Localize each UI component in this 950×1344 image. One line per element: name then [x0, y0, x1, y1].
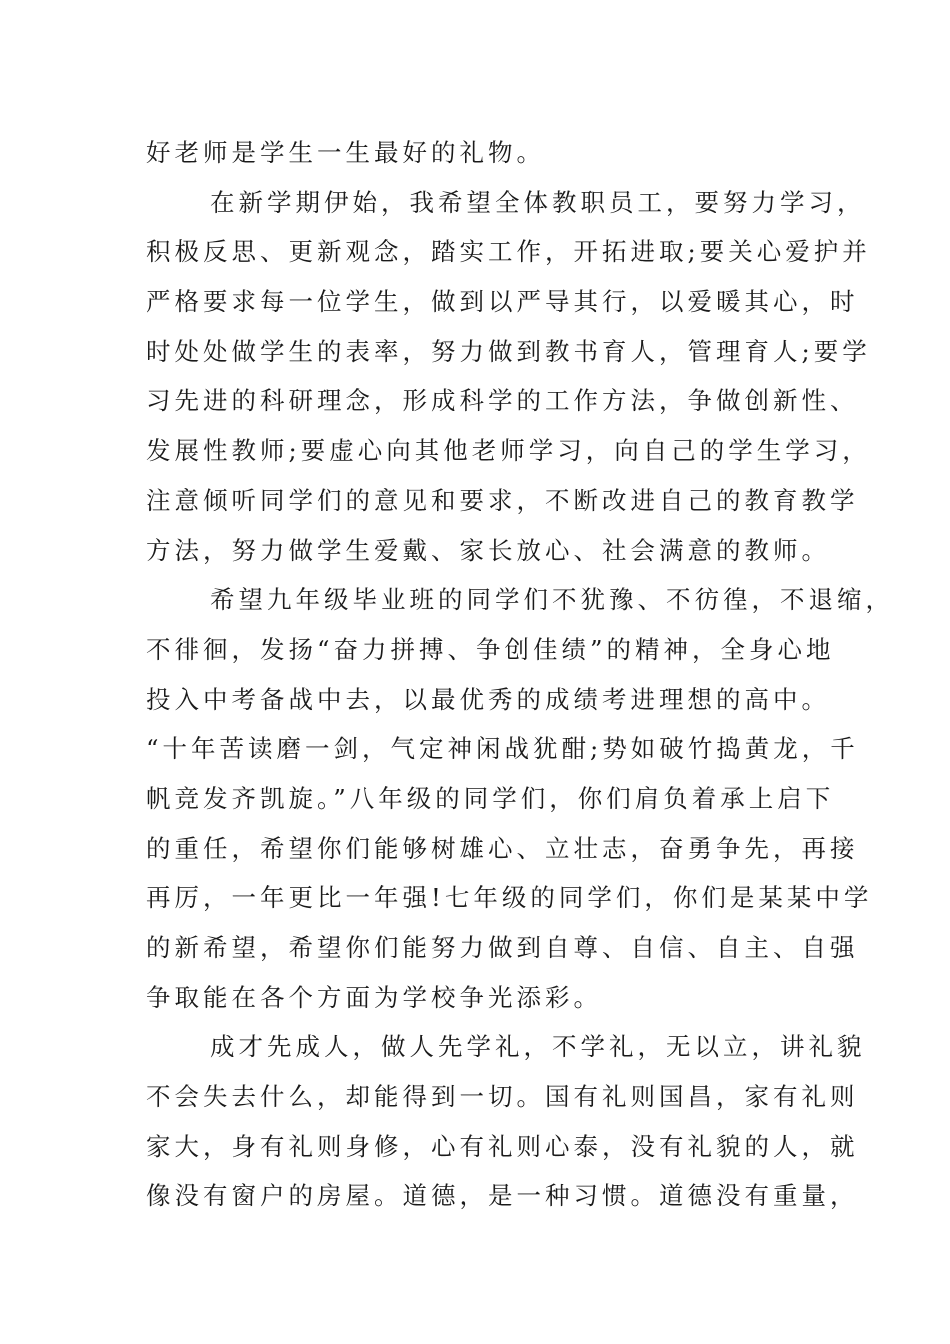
text-line: 再厉，一年更比一年强!七年级的同学们，你们是某某中学	[146, 883, 873, 913]
text-line: 时处处做学生的表率，努力做到教书育人，管理育人;要学	[146, 336, 871, 366]
text-line: 家大，身有礼则身修，心有礼则心泰，没有礼貌的人，就	[146, 1131, 859, 1161]
text-line: 争取能在各个方面为学校争光添彩。	[146, 982, 602, 1012]
text-line: “十年苦读磨一剑，气定神闲战犹酣;势如破竹捣黄龙，千	[146, 734, 859, 764]
text-line: 严格要求每一位学生，做到以严导其行，以爱暖其心，时	[146, 287, 859, 317]
text-line: 习先进的科研理念，形成科学的工作方法，争做创新性、	[146, 386, 859, 416]
text-line: 积极反思、更新观念，踏实工作，开拓进取;要关心爱护并	[146, 237, 871, 267]
text-line: 的重任，希望你们能够树雄心、立壮志，奋勇争先，再接	[146, 833, 859, 863]
text-line: 方法，努力做学生爱戴、家长放心、社会满意的教师。	[146, 535, 830, 565]
text-line: 注意倾听同学们的意见和要求，不断改进自己的教育教学	[146, 485, 859, 515]
text-line: 帆竞发齐凯旋。”八年级的同学们，你们肩负着承上启下	[146, 783, 835, 813]
text-line: 发展性教师;要虚心向其他老师学习，向自己的学生学习，	[146, 436, 871, 466]
text-line: 不会失去什么，却能得到一切。国有礼则国昌，家有礼则	[146, 1082, 859, 1112]
text-line: 的新希望，希望你们能努力做到自尊、自信、自主、自强	[146, 933, 859, 962]
text-line: 像没有窗户的房屋。道德，是一种习惯。道德没有重量，	[146, 1181, 859, 1211]
text-line: 投入中考备战中去，以最优秀的成绩考进理想的高中。	[146, 684, 830, 714]
paragraph-first-line: 希望九年级毕业班的同学们不犹豫、不彷徨，不退缩，	[210, 585, 894, 615]
text-line: 好老师是学生一生最好的礼物。	[146, 138, 545, 167]
text-line: 不徘徊，发扬“奋力拼搏、争创佳绩”的精神，全身心地	[146, 634, 835, 664]
paragraph-first-line: 在新学期伊始，我希望全体教职员工，要努力学习，	[210, 187, 866, 217]
paragraph-first-line: 成才先成人，做人先学礼，不学礼，无以立，讲礼貌	[210, 1032, 866, 1062]
body-text	[146, 128, 894, 1221]
